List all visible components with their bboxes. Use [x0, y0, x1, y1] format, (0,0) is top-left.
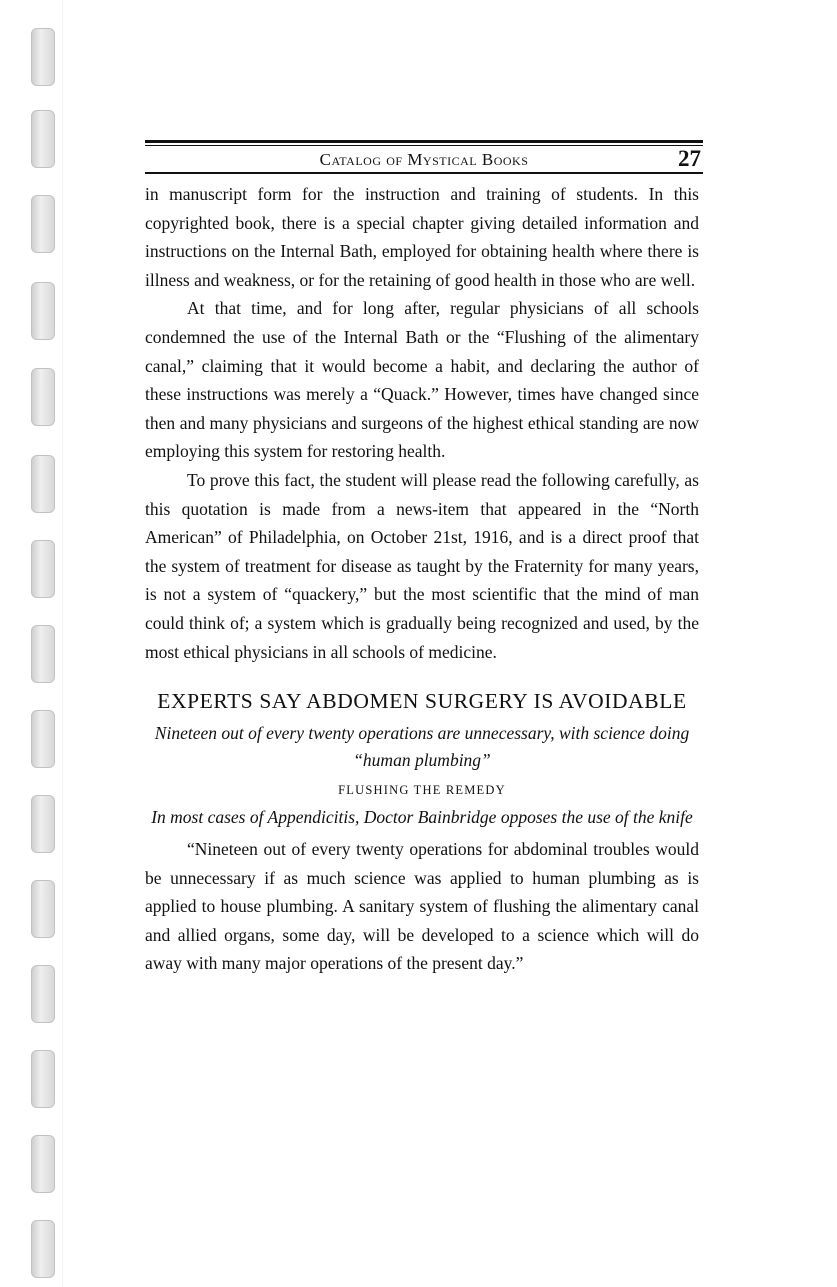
- page-body: [145, 180, 699, 978]
- quote-paragraph: “Nineteen out of every twenty operations for abdominal troubles would be unnecessary if as much science was applied to human plumbing as is applied to house plumbing. A sanitary system of flushing the alimentary canal and allied organs, some day, will be developed to a science which will do away with many major operations of the present day.”: [145, 839, 699, 974]
- page-header: [145, 140, 703, 174]
- paragraph: To prove this fact, the student will please read the following carefully, as this quotation is made from a news-item that appeared in the “North American” of Philadelphia, on October 21st, 1916, and is a direct proof that the system of treatment for disease as taught by the Fraternity for many years, is not a system of “quackery,” but the most scientific that the mind of man could think of; a system which is gradually being recognized and used, by the most ethical physicians in all schools of medicine.: [145, 469, 699, 662]
- paragraph: in manuscript form for the instruction and training of students. In this copyrighted book, there is a special chapter giving detailed information and instructions on the Internal Bath, employed for obtaining health where there is illness and weakness, or for the retaining of good health in those who are well.: [145, 184, 699, 290]
- binding-hole: [31, 1220, 55, 1278]
- binding-hole: [31, 28, 55, 86]
- binding-hole: [31, 880, 55, 938]
- binding-hole: [31, 1050, 55, 1108]
- article-headline: EXPERTS SAY ABDOMEN SURGERY IS AVOIDABLE: [157, 689, 687, 714]
- article-subhead: In most cases of Appendicitis, Doctor Bainbridge opposes the use of the knife: [151, 807, 693, 828]
- binding-hole: [31, 965, 55, 1023]
- paragraph: At that time, and for long after, regular physicians of all schools condemned the use of the Internal Bath or the “Flushing of the alimentary canal,” claiming that it would become a habit, and declaring the author of these instructions was merely a “Quack.” However, times have changed since then and many physicians and surgeons of the highest ethical standing are now employing this system for restoring health.: [145, 298, 699, 462]
- binding-hole: [31, 1135, 55, 1193]
- article-subhead: Nineteen out of every twenty operations are unnecessary, with science doing “human plumbing”: [154, 723, 690, 771]
- binding-hole: [31, 368, 55, 426]
- binding-hole: [31, 540, 55, 598]
- binding-hole: [31, 710, 55, 768]
- section-label: FLUSHING THE REMEDY: [338, 783, 506, 798]
- header-rule: [145, 140, 703, 143]
- binding-hole: [31, 282, 55, 340]
- page-edge: [62, 0, 63, 1287]
- binding-hole: [31, 110, 55, 168]
- header-underline: [145, 172, 703, 174]
- binding-hole: [31, 795, 55, 853]
- page-number: 27: [678, 146, 701, 171]
- binding-hole: [31, 625, 55, 683]
- running-title: Catalog of Mystical Books: [319, 150, 529, 169]
- spiral-binding: [28, 0, 58, 1287]
- binding-hole: [31, 195, 55, 253]
- binding-hole: [31, 455, 55, 513]
